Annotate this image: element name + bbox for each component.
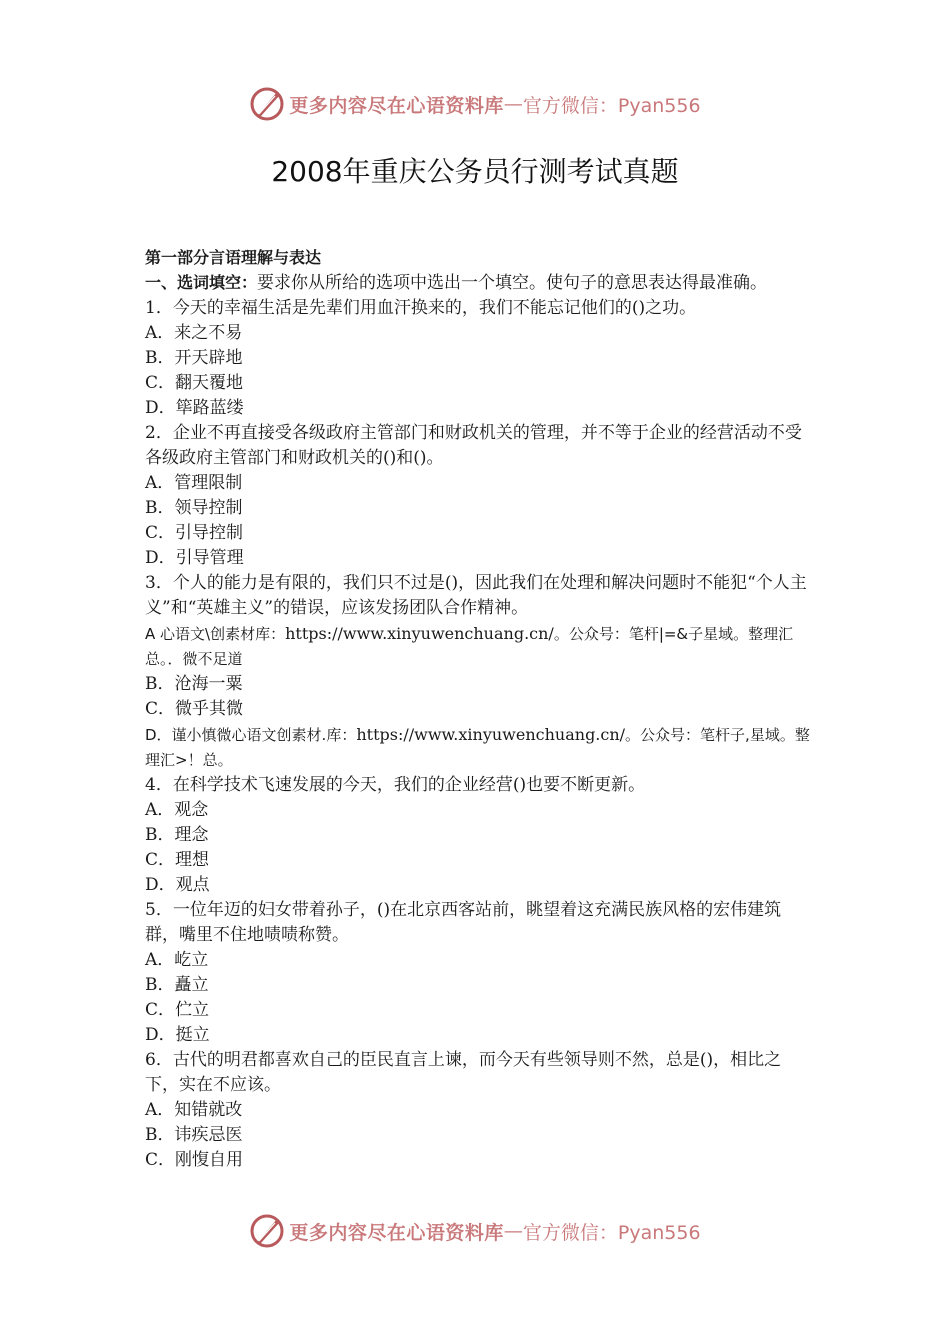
section-heading: 第一部分言语理解与表达 (145, 248, 322, 267)
page-title: 2008年重庆公务员行测考试真题 (271, 155, 679, 188)
option-item: A．知错就改 (145, 1100, 243, 1120)
document-body (145, 245, 813, 1173)
option-item: B．讳疾忌医 (145, 1125, 243, 1145)
banner-wechat: 官方微信：Pyan556 (522, 94, 701, 117)
option-item: D．观点 (145, 875, 210, 895)
question-stem: 1．今天的幸福生活是先辈们用血汗换来的，我们不能忘记他们的()之功。 (145, 298, 697, 318)
option-item: C．刚愎自用 (145, 1150, 244, 1170)
option-item-with-ad (145, 722, 813, 773)
option-item: A．管理限制 (145, 473, 243, 493)
option-item: D．引导管理 (145, 548, 244, 568)
option-item: B．理念 (145, 825, 209, 845)
question-stem: 2．企业不再直接受各级政府主管部门和财政机关的管理，并不等于企业的经营活动不受各级政府主管部门和财政机关的()和()。 (145, 423, 802, 468)
question-stem: 4．在科学技术飞速发展的今天，我们的企业经营()也要不断更新。 (145, 775, 646, 795)
source-url-link: https://www.xinyuwenchuang.cn/ (285, 624, 554, 643)
banner-separator: — (503, 93, 523, 115)
option-item: D．筚路蓝缕 (145, 398, 244, 418)
question-stem: 6．古代的明君都喜欢自己的臣民直言上谏，而今天有些领导则不然，总是()，相比之下，实在不应该。 (145, 1050, 782, 1095)
intro-lead: 一、选词填空： (145, 273, 258, 292)
option-item: D．挺立 (145, 1025, 210, 1045)
option-item: C．微乎其微 (145, 699, 244, 719)
question-stem: 5．一位年迈的妇女带着孙子，()在北京西客站前，眺望着这充满民族风格的宏伟建筑群，嘴里不住地啧啧称赞。 (145, 900, 782, 945)
quill-logo-icon (249, 86, 285, 122)
banner-wechat: 官方微信：Pyan556 (522, 1221, 701, 1244)
option-item: B．矗立 (145, 975, 209, 995)
option-item: A．屹立 (145, 950, 209, 970)
option-item: A．来之不易 (145, 323, 243, 343)
option-item: A．观念 (145, 800, 209, 820)
footer-banner (0, 1211, 950, 1251)
option-item: B．开天辟地 (145, 348, 243, 368)
option-item: B．沧海一粟 (145, 674, 243, 694)
option-item: C．理想 (145, 850, 210, 870)
option-item: C．伫立 (145, 1000, 210, 1020)
banner-text: 更多内容尽在心语资料库 (289, 1221, 504, 1244)
banner-text: 更多内容尽在心语资料库 (289, 94, 504, 117)
banner-separator: — (503, 1220, 523, 1242)
quill-logo-icon (249, 1213, 285, 1249)
option-item: C．引导控制 (145, 523, 244, 543)
option-d-suffix: 。公众号：笔杆子,星域。整理汇>！总。 (145, 726, 810, 769)
header-banner (0, 84, 950, 124)
option-d-prefix: D．谨小慎微心语文创素材.库： (145, 726, 357, 744)
source-url-link: https://www.xinyuwenchuang.cn/ (356, 725, 626, 744)
option-a-suffix: 。公众号：笔杆|=&子星域。整理汇总。．微不足道 (145, 625, 794, 668)
intro-text: 要求你从所给的选项中选出一个填空。使句子的意思表达得最准确。 (257, 273, 768, 293)
intro-paragraph (145, 270, 813, 296)
option-item-with-ad (145, 621, 813, 672)
option-item: B．领导控制 (145, 498, 243, 518)
question-stem: 3．个人的能力是有限的，我们只不过是()，因此我们在处理和解决问题时不能犯“个人主义”和“英雄主义”的错误，应该发扬团队合作精神。 (145, 573, 807, 618)
option-item: C．翻天覆地 (145, 373, 244, 393)
option-a-prefix: A 心语文\创素材库： (145, 625, 286, 643)
